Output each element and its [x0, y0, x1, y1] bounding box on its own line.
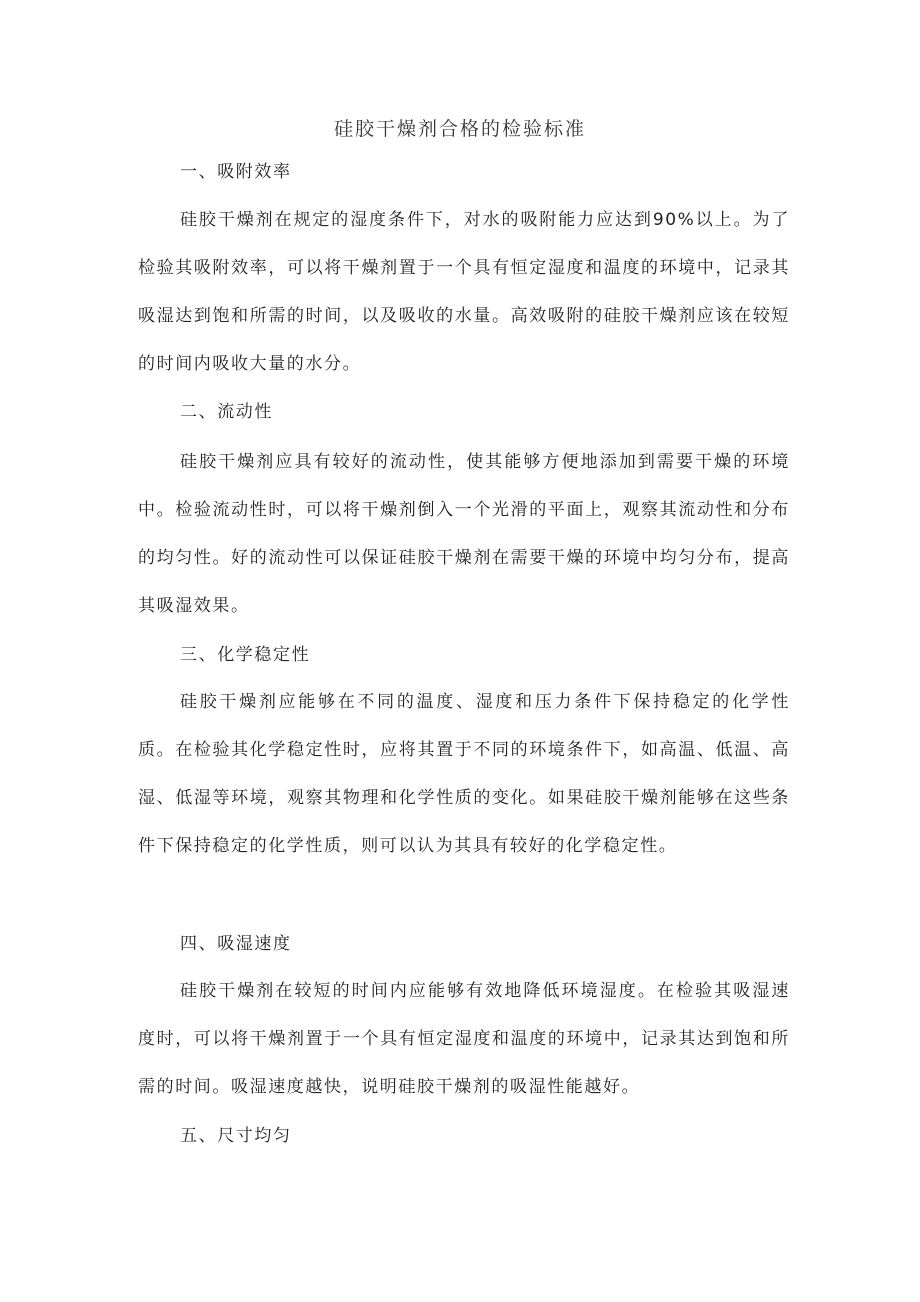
section-body-chemical-stability: 硅胶干燥剂应能够在不同的温度、湿度和压力条件下保持稳定的化学性质。在检验其化学稳定性时，应将其置于不同的环境条件下，如高温、低温、高湿、低湿等环境，观察其物理和化学性质的变化。如果硅胶干燥剂能够在这些条件下保持稳定的化学性质，则可以认为其具有较好的化学稳定性。: [138, 692, 790, 856]
section-heading-chemical-stability: 三、化学稳定性: [180, 645, 311, 665]
section-body-flowability: 硅胶干燥剂应具有较好的流动性，使其能够方便地添加到需要干燥的环境中。检验流动性时，可以将干燥剂倒入一个光滑的平面上，观察其流动性和分布的均匀性。好的流动性可以保证硅胶干燥剂在需要干燥的环境中均匀分布，提高其吸湿效果。: [138, 452, 790, 616]
section-body-adsorption-efficiency: 硅胶干燥剂在规定的湿度条件下，对水的吸附能力应达到90%以上。为了检验其吸附效率，可以将干燥剂置于一个具有恒定湿度和温度的环境中，记录其吸湿达到饱和所需的时间，以及吸收的水量。高效吸附的硅胶干燥剂应该在较短的时间内吸收大量的水分。: [138, 210, 790, 374]
section-heading-adsorption-efficiency: 一、吸附效率: [180, 162, 292, 182]
document-title: 硅胶干燥剂合格的检验标准: [333, 118, 586, 140]
section-heading-size-uniformity: 五、尺寸均匀: [180, 1126, 292, 1146]
section-heading-flowability: 二、流动性: [180, 402, 273, 422]
section-body-absorption-speed: 硅胶干燥剂在较短的时间内应能够有效地降低环境湿度。在检验其吸湿速度时，可以将干燥剂置于一个具有恒定湿度和温度的环境中，记录其达到饱和所需的时间。吸湿速度越快，说明硅胶干燥剂的吸湿性能越好。: [138, 981, 790, 1097]
section-heading-absorption-speed: 四、吸湿速度: [180, 934, 292, 954]
